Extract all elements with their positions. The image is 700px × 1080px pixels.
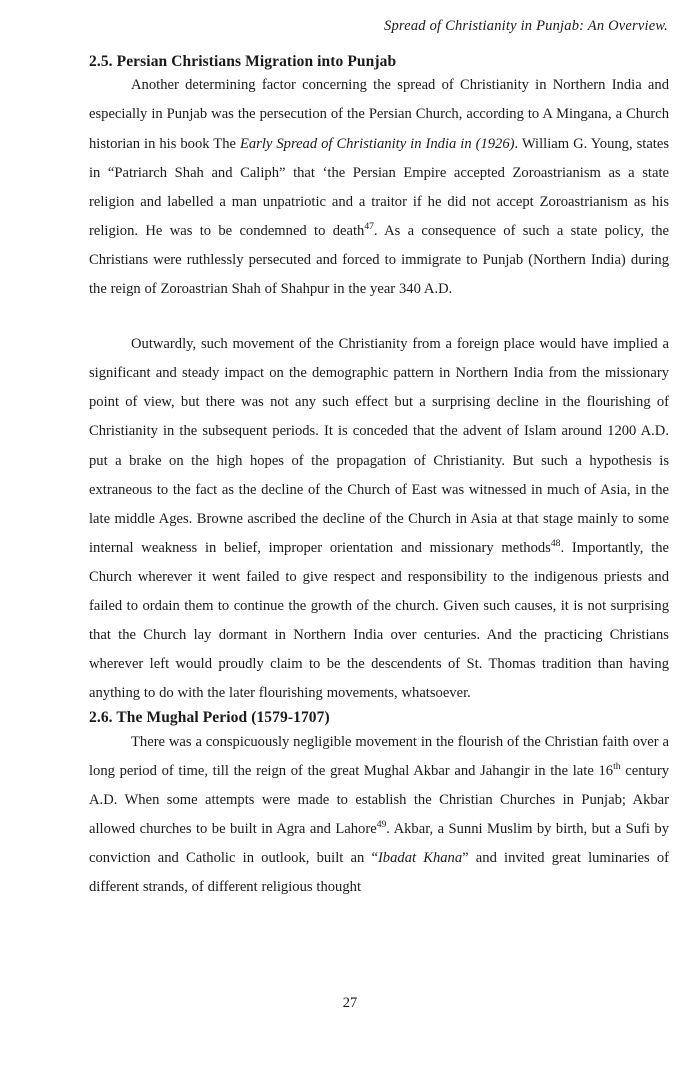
running-head: Spread of Christianity in Punjab: An Overview. <box>384 18 668 34</box>
paragraph-mughal-period-1 <box>89 728 669 903</box>
text-run: Outwardly, such movement of the Christianity from a foreign place would have implied a significant and steady impact on the demographic pattern in Northern India from the missionary point of view, but there was not any such effect but a surprising decline in the flourishing of Christianity in the subsequent periods. It is conceded that the advent of Islam around 1200 A.D. put a brake on the high hopes of the propagation of Christianity. But such a hypothesis is extraneous to the fact as the decline of the Church of East was witnessed in much of Asia, in the late middle Ages. Browne ascribed the decline of the Church in Asia at that stage mainly to some internal weakness in belief, improper orientation and missionary methods <box>89 336 669 556</box>
text-run: There was a conspicuously negligible movement in the flourish of the Christian faith over a long period of time, till the reign of the great Mughal Akbar and Jahangir in the late 16 <box>89 733 669 779</box>
page-body <box>89 52 669 902</box>
page-number: 27 <box>342 995 358 1011</box>
footnote-marker: 48 <box>550 537 561 549</box>
section-heading-2-5: 2.5. Persian Christians Migration into Punjab <box>89 53 397 70</box>
text-run: Another determining factor concerning the spread of Christianity in Northern India and especially in Punjab was the persecution of the Persian Church, according to A Mingana, a Church historian in his book The <box>89 77 669 152</box>
section-heading-2-6: 2.6. The Mughal Period (1579-1707) <box>89 709 330 727</box>
footnote-marker: 47 <box>364 220 374 232</box>
paragraph-persian-migration-2 <box>89 330 669 708</box>
text-run: century A.D. When some attempts were made to establish the Christian Churches in Punjab; Akbar allowed churches to be built in Agra and Lahore <box>89 762 670 837</box>
text-run: . William G. Young, states in “Patriarch Shah and Caliph” that ‘the Persian Empire accepted Zoroastrianism as a state religion and labelled a man unpatriotic and a traitor if he did not accept Zoroastrianism as his religion. He was to be condemned to death <box>89 135 670 239</box>
text-run: . As a consequence of such a state policy, the Christians were ruthlessly persecuted and forced to immigrate to Punjab (Northern India) during the reign of Zoroastrian Shah of Shahpur in the year 340 A.D. <box>89 222 669 298</box>
paragraph-persian-migration-1 <box>89 71 669 304</box>
footnote-marker: 49 <box>376 819 387 831</box>
text-run: . Importantly, the Church wherever it went failed to give respect and responsibility to the indigenous priests and failed to ordain them to continue the growth of the church. Given such causes, it is not surprising that the Church lay dormant in Northern India over centuries. And the practicing Christians wherever left would proudly claim to be the descendents of St. Thomas tradition than having anything to do with the later flourishing movements, whatsoever. <box>89 539 669 702</box>
italic-run: Ibadat Khana <box>377 850 463 867</box>
italic-run: Early Spread of Christianity in India in (1926) <box>239 135 515 152</box>
text-run: ” and invited great luminaries of different strands, of different religious thought <box>89 850 670 896</box>
text-run: . Akbar, a Sunni Muslim by birth, but a Sufi by conviction and Catholic in outlook, built an “ <box>89 821 669 867</box>
footnote-marker: th <box>613 760 621 772</box>
